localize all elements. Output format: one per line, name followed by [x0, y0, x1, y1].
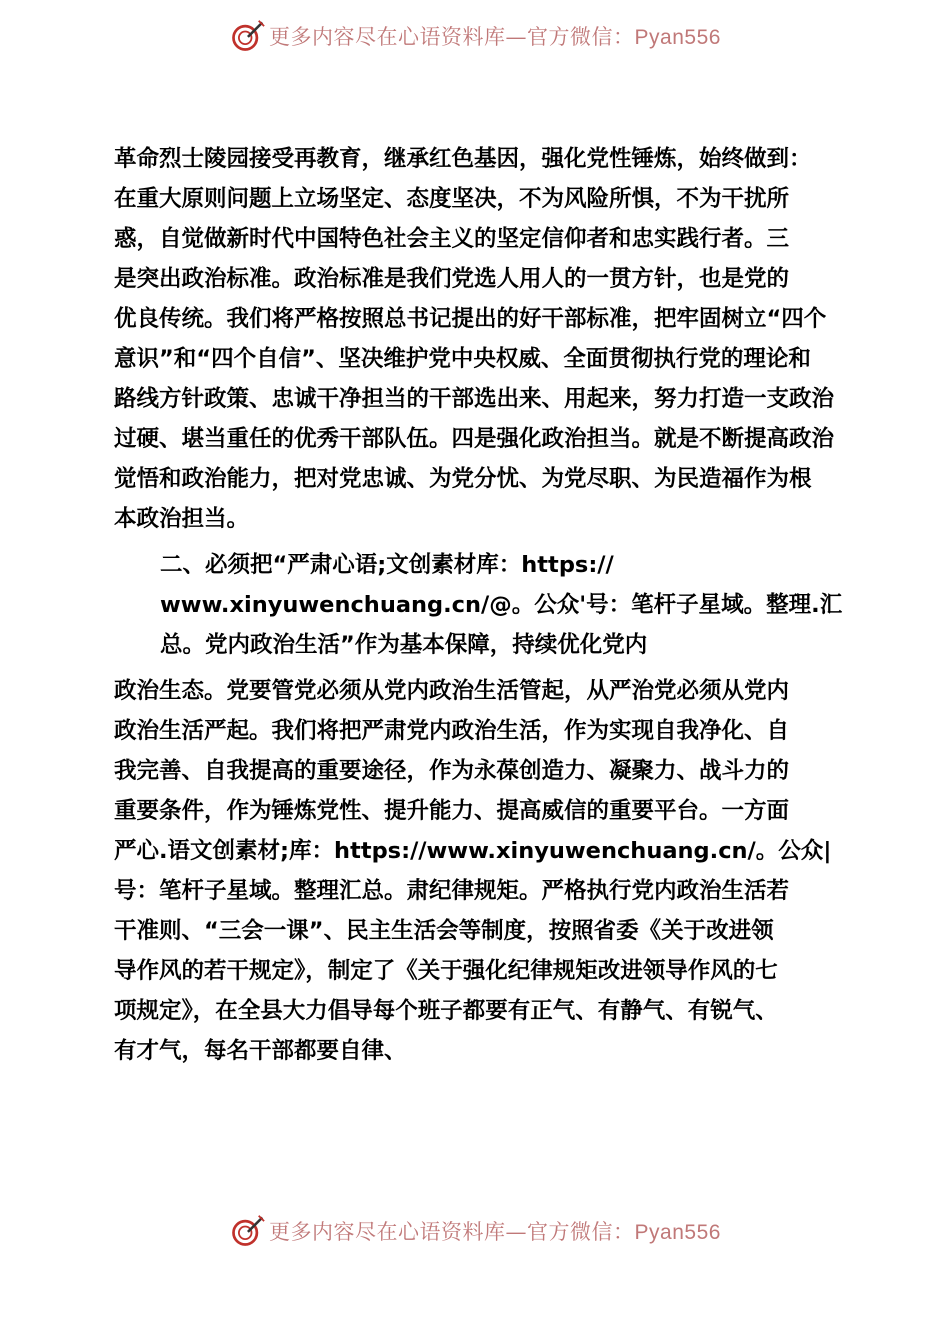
- body-line: 是突出政治标准。政治标准是我们党选人用人的一贯方针，也是党的: [114, 266, 790, 292]
- body-line: 觉悟和政治能力，把对党忠诚、为党分忧、为党尽职、为民造福作为根: [114, 466, 812, 492]
- pen-logo-icon: [229, 1213, 265, 1249]
- body-line: 导作风的若干规定》，制定了《关于强化纪律规矩改进领导作风的七: [114, 958, 778, 984]
- pen-logo-icon: [229, 18, 265, 54]
- document-body: [114, 139, 859, 1071]
- body-line: 号：笔杆子星域。整理汇总。肃纪律规矩。严格执行党内政治生活若: [114, 878, 790, 904]
- body-line: 优良传统。我们将严格按照总书记提出的好干部标准，把牢固树立“四个: [114, 306, 827, 332]
- body-line: 政治生态。党要管党必须从党内政治生活管起，从严治党必须从党内: [114, 678, 790, 704]
- section-heading-line: www.xinyuwenchuang.cn/@。公众'号：笔杆子星域。整理.汇: [160, 592, 843, 618]
- section-heading-line: 二、必须把“严肃心语;文创素材库：https://: [160, 552, 614, 578]
- body-line: 过硬、堪当重任的优秀干部队伍。四是强化政治担当。就是不断提高政治: [114, 426, 835, 452]
- section-heading-line: 总。党内政治生活”作为基本保障，持续优化党内: [160, 632, 648, 658]
- header-text: 更多内容尽在心语资料库—官方微信：Pyan556: [269, 25, 721, 49]
- footer-banner: [0, 1211, 950, 1251]
- body-line: 有才气，每名干部都要自律、: [114, 1038, 407, 1064]
- body-line: 本政治担当。: [114, 506, 250, 532]
- body-line: 革命烈士陵园接受再教育，继承红色基因，强化党性锤炼，始终做到：: [114, 146, 812, 172]
- body-line: 我完善、自我提高的重要途径，作为永葆创造力、凝聚力、战斗力的: [114, 758, 790, 784]
- footer-text: 更多内容尽在心语资料库—官方微信：Pyan556: [269, 1220, 721, 1244]
- body-line: 干准则、“三会一课”、民主生活会等制度，按照省委《关于改进领: [114, 918, 774, 944]
- body-line: 项规定》，在全县大力倡导每个班子都要有正气、有静气、有锐气、: [114, 998, 778, 1024]
- body-line: 路线方针政策、忠诚干净担当的干部选出来、用起来，努力打造一支政治: [114, 386, 835, 412]
- body-line: 意识”和“四个自信”、坚决维护党中央权威、全面贯彻执行党的理论和: [114, 346, 811, 372]
- body-line: 政治生活严起。我们将把严肃党内政治生活，作为实现自我净化、自: [114, 718, 790, 744]
- body-line: 重要条件，作为锤炼党性、提升能力、提高威信的重要平台。一方面: [114, 798, 790, 824]
- header-banner: [0, 16, 950, 56]
- body-line: 在重大原则问题上立场坚定、态度坚决，不为风险所惧，不为干扰所: [114, 186, 790, 212]
- body-line: 严心.语文创素材;库：https://www.xinyuwenchuang.cn/。公众|: [114, 838, 832, 864]
- body-line: 惑，自觉做新时代中国特色社会主义的坚定信仰者和忠实践行者。三: [114, 226, 790, 252]
